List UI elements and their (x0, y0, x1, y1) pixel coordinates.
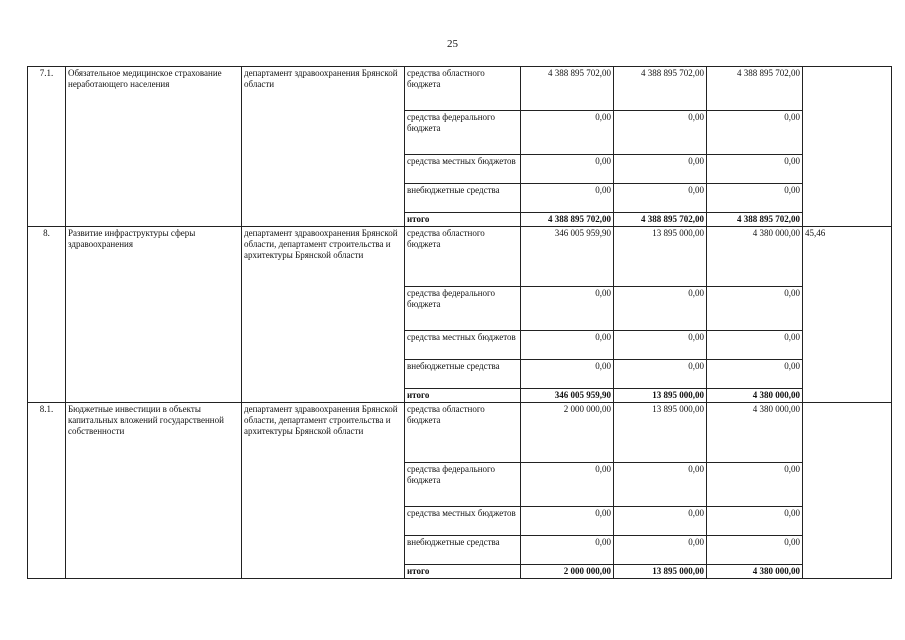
funding-source: средства местных бюджетов (405, 331, 521, 360)
amount-year-1: 0,00 (521, 287, 614, 331)
amount-year-2: 13 895 000,00 (614, 389, 707, 403)
amount-year-3: 0,00 (707, 360, 803, 389)
item-number: 8. (28, 227, 66, 403)
table-row (28, 67, 892, 111)
amount-year-3: 4 380 000,00 (707, 403, 803, 463)
amount-year-2: 13 895 000,00 (614, 565, 707, 579)
amount-year-1: 2 000 000,00 (521, 403, 614, 463)
amount-year-3: 0,00 (707, 184, 803, 213)
amount-year-2: 0,00 (614, 155, 707, 184)
funding-source: средства местных бюджетов (405, 155, 521, 184)
target-indicator (803, 67, 892, 227)
table-row (28, 403, 892, 463)
funding-source: средства федерального бюджета (405, 287, 521, 331)
amount-year-3: 0,00 (707, 111, 803, 155)
amount-year-3: 4 380 000,00 (707, 565, 803, 579)
funding-source: средства областного бюджета (405, 227, 521, 287)
amount-year-1: 0,00 (521, 111, 614, 155)
item-name: Бюджетные инвестиции в объекты капитальных вложений государственной собственности (66, 403, 242, 579)
amount-year-2: 0,00 (614, 536, 707, 565)
funding-source: средства федерального бюджета (405, 463, 521, 507)
budget-table (27, 66, 892, 579)
amount-year-2: 13 895 000,00 (614, 227, 707, 287)
amount-year-3: 4 380 000,00 (707, 227, 803, 287)
funding-source: средства федерального бюджета (405, 111, 521, 155)
amount-year-3: 0,00 (707, 507, 803, 536)
amount-year-3: 0,00 (707, 331, 803, 360)
amount-year-2: 0,00 (614, 360, 707, 389)
target-indicator (803, 403, 892, 579)
amount-year-3: 4 388 895 702,00 (707, 213, 803, 227)
amount-year-1: 0,00 (521, 331, 614, 360)
amount-year-1: 346 005 959,90 (521, 389, 614, 403)
amount-year-1: 4 388 895 702,00 (521, 213, 614, 227)
funding-source-total: итого (405, 213, 521, 227)
funding-source: средства местных бюджетов (405, 507, 521, 536)
funding-source: внебюджетные средства (405, 536, 521, 565)
amount-year-3: 0,00 (707, 287, 803, 331)
item-name: Развитие инфраструктуры сферы здравоохранения (66, 227, 242, 403)
funding-source: внебюджетные средства (405, 184, 521, 213)
amount-year-2: 4 388 895 702,00 (614, 213, 707, 227)
funding-source: средства областного бюджета (405, 67, 521, 111)
amount-year-3: 4 380 000,00 (707, 389, 803, 403)
amount-year-2: 0,00 (614, 287, 707, 331)
amount-year-2: 0,00 (614, 184, 707, 213)
item-name: Обязательное медицинское страхование неработающего населения (66, 67, 242, 227)
target-indicator: 45,46 (803, 227, 892, 403)
amount-year-1: 0,00 (521, 360, 614, 389)
amount-year-3: 0,00 (707, 155, 803, 184)
amount-year-1: 346 005 959,90 (521, 227, 614, 287)
funding-source-total: итого (405, 389, 521, 403)
amount-year-1: 4 388 895 702,00 (521, 67, 614, 111)
page-number: 25 (447, 38, 458, 50)
item-responsible: департамент здравоохранения Брянской области, департамент строительства и архитектуры Брянской области (242, 227, 405, 403)
amount-year-1: 2 000 000,00 (521, 565, 614, 579)
amount-year-2: 0,00 (614, 111, 707, 155)
funding-source-total: итого (405, 565, 521, 579)
amount-year-1: 0,00 (521, 463, 614, 507)
amount-year-3: 0,00 (707, 463, 803, 507)
amount-year-2: 0,00 (614, 463, 707, 507)
amount-year-3: 0,00 (707, 536, 803, 565)
amount-year-1: 0,00 (521, 536, 614, 565)
funding-source: средства областного бюджета (405, 403, 521, 463)
amount-year-2: 0,00 (614, 507, 707, 536)
item-number: 7.1. (28, 67, 66, 227)
amount-year-2: 4 388 895 702,00 (614, 67, 707, 111)
item-number: 8.1. (28, 403, 66, 579)
funding-source: внебюджетные средства (405, 360, 521, 389)
amount-year-1: 0,00 (521, 155, 614, 184)
amount-year-1: 0,00 (521, 184, 614, 213)
amount-year-1: 0,00 (521, 507, 614, 536)
item-responsible: департамент здравоохранения Брянской области, департамент строительства и архитектуры Брянской области (242, 403, 405, 579)
amount-year-2: 0,00 (614, 331, 707, 360)
table-row (28, 227, 892, 287)
amount-year-2: 13 895 000,00 (614, 403, 707, 463)
amount-year-3: 4 388 895 702,00 (707, 67, 803, 111)
item-responsible: департамент здравоохранения Брянской области (242, 67, 405, 227)
